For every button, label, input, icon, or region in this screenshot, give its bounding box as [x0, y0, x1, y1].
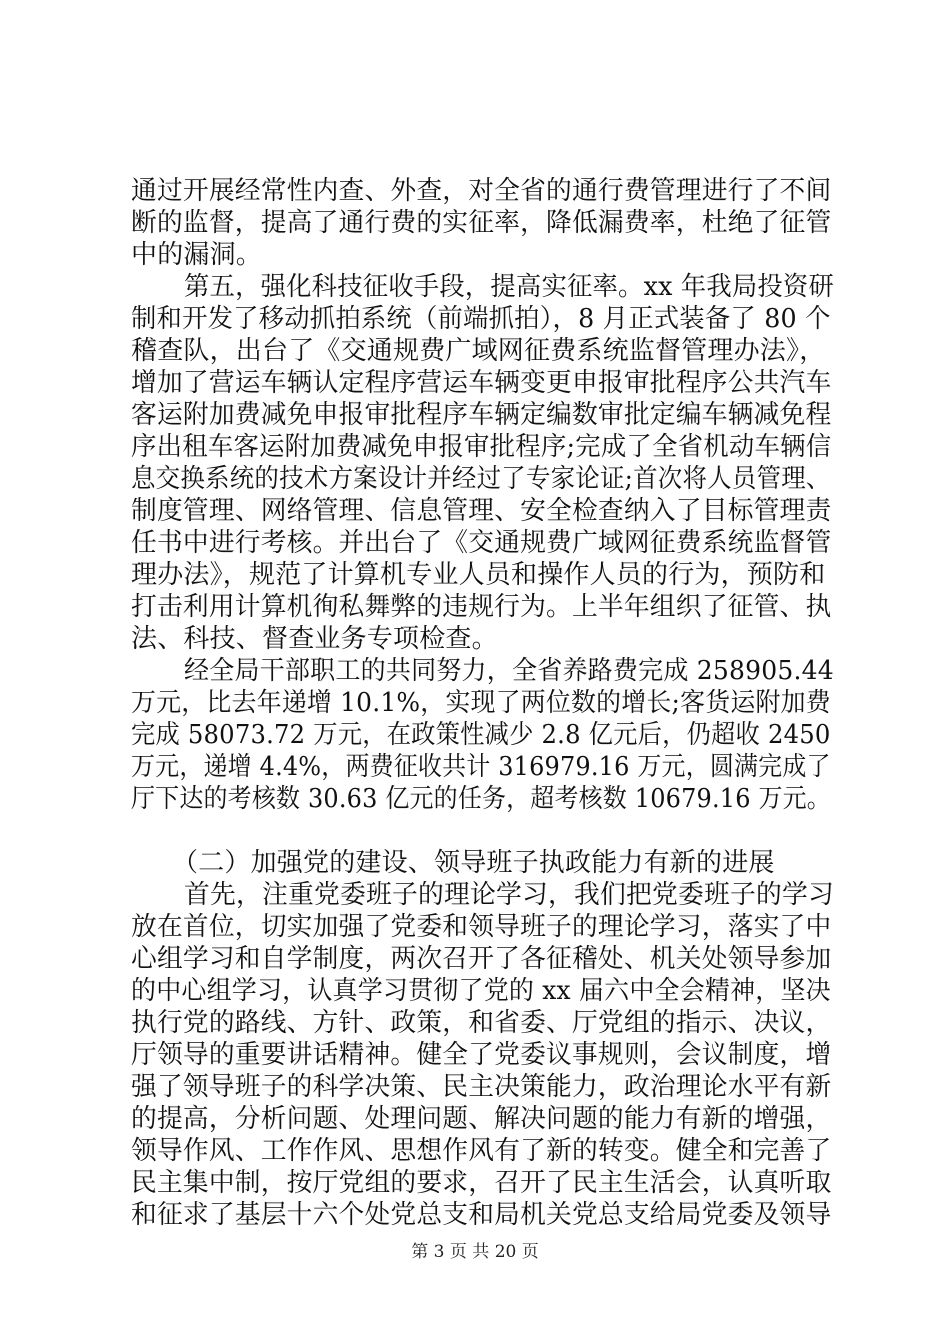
- body-text-line: 心组学习和自学制度，两次召开了各征稽处、机关处领导参加: [131, 944, 832, 974]
- body-text-line: 息交换系统的技术方案设计并经过了专家论证;首次将人员管理、: [131, 464, 831, 494]
- body-text-line: 领导作风、工作作风、思想作风有了新的转变。健全和完善了: [131, 1136, 832, 1166]
- page-footer: 第 3 页 共 20 页: [411, 1242, 539, 1262]
- body-text-line: 完成 58073.72 万元，在政策性减少 2.8 亿元后，仍超收 2450: [131, 720, 831, 750]
- paragraph-first-line: 首先，注重党委班子的理论学习，我们把党委班子的学习: [184, 880, 835, 910]
- body-text-line: 制度管理、网络管理、信息管理、安全检查纳入了目标管理责: [131, 496, 832, 526]
- body-text-line: 的提高，分析问题、处理问题、解决问题的能力有新的增强，: [131, 1104, 832, 1134]
- body-text-line: 和征求了基层十六个处党总支和局机关党总支给局党委及领导: [131, 1200, 832, 1230]
- body-text-line: 打击利用计算机徇私舞弊的违规行为。上半年组织了征管、执: [131, 592, 832, 622]
- body-text-line: 放在首位，切实加强了党委和领导班子的理论学习，落实了中: [131, 912, 832, 942]
- section-heading: （二）加强党的建设、领导班子执政能力有新的进展: [172, 848, 775, 878]
- body-text-line: 法、科技、督查业务专项检查。: [131, 624, 498, 654]
- body-text-line: 万元，递增 4.4%，两费征收共计 316979.16 万元，圆满完成了: [131, 752, 831, 782]
- body-text-line: 制和开发了移动抓拍系统（前端抓拍），8 月正式装备了 80 个: [131, 304, 831, 334]
- body-text-line: 客运附加费减免申报审批程序车辆定编数审批定编车辆减免程: [131, 400, 832, 430]
- body-text-line: 通过开展经常性内查、外查，对全省的通行费管理进行了不间: [131, 176, 832, 206]
- body-text-line: 的中心组学习，认真学习贯彻了党的 xx 届六中全会精神，坚决: [131, 976, 831, 1006]
- body-text-line: 执行党的路线、方针、政策，和省委、厅党组的指示、决议，: [131, 1008, 832, 1038]
- body-text-line: 任书中进行考核。并出台了《交通规费广域网征费系统监督管: [131, 528, 832, 558]
- body-text-line: 中的漏洞。: [131, 240, 263, 270]
- body-text-line: 万元，比去年递增 10.1%，实现了两位数的增长;客货运附加费: [131, 688, 831, 718]
- body-text-line: 强了领导班子的科学决策、民主决策能力，政治理论水平有新: [131, 1072, 832, 1102]
- body-text-line: 民主集中制，按厅党组的要求，召开了民主生活会，认真听取: [131, 1168, 832, 1198]
- body-text-line: 序出租车客运附加费减免申报审批程序;完成了全省机动车辆信: [131, 432, 832, 462]
- body-text-line: 厅下达的考核数 30.63 亿元的任务，超考核数 10679.16 万元。: [131, 784, 831, 814]
- body-text-line: 稽查队，出台了《交通规费广域网征费系统监督管理办法》，: [131, 336, 826, 366]
- body-text-line: 增加了营运车辆认定程序营运车辆变更申报审批程序公共汽车: [131, 368, 832, 398]
- body-text-line: 理办法》，规范了计算机专业人员和操作人员的行为，预防和: [131, 560, 826, 590]
- body-text-line: 断的监督，提高了通行费的实征率，降低漏费率，杜绝了征管: [131, 208, 832, 238]
- body-text-line: 厅领导的重要讲话精神。健全了党委议事规则，会议制度，增: [131, 1040, 832, 1070]
- paragraph-first-line: 经全局干部职工的共同努力，全省养路费完成 258905.44: [184, 656, 834, 686]
- paragraph-first-line: 第五，强化科技征收手段，提高实征率。xx 年我局投资研: [184, 272, 834, 302]
